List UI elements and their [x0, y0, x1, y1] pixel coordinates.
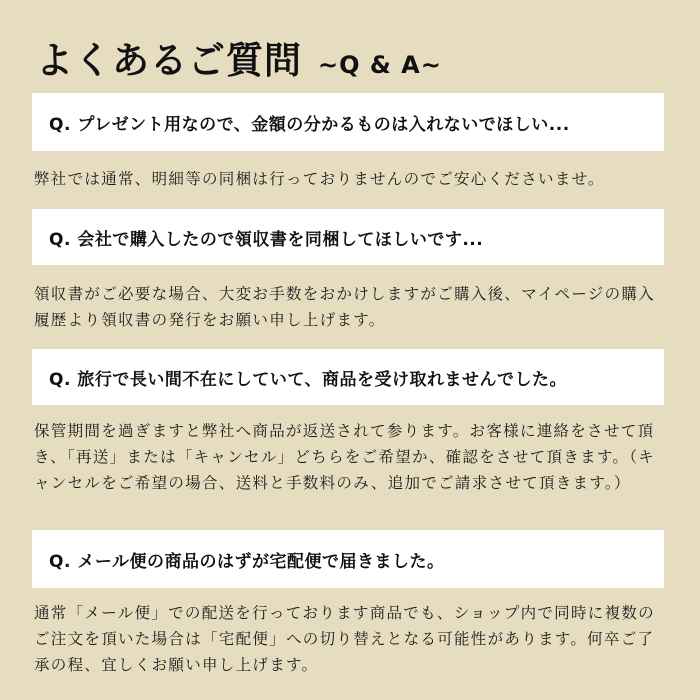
title-main: よくあるご質問 — [36, 39, 302, 82]
faq-answer-4: 通常「メール便」での配送を行っております商品でも、ショップ内で同時に複数のご注文を頂いた場合は「宅配便」への切り替えとなる可能性があります。何卒ご了承の程、宜しくお願い申し上げます。 — [34, 604, 655, 674]
faq-question-3: Q. 旅行で長い間不在にしていて、商品を受け取れませんでした。 — [49, 369, 567, 390]
faq-answer-1: 弊社では通常、明細等の同梱は行っておりませんのでご安心くださいませ。 — [34, 170, 605, 188]
title-subtitle: ~Q & A~ — [318, 51, 442, 79]
faq-question-1: Q. プレゼント用なので、金額の分かるものは入れないでほしい... — [49, 114, 570, 135]
faq-question-box-2 — [32, 209, 664, 265]
faq-answer-3: 保管期間を過ぎますと弊社へ商品が返送されて参ります。お客様に連絡をさせて頂き、「再送」または「キャンセル」どちらをご希望か、確認をさせて頂きます。（キャンセルをご希望の場合、送料と手数料のみ、追加でご請求させて頂きます。） — [34, 422, 656, 492]
faq-question-4: Q. メール便の商品のはずが宅配便で届きました。 — [49, 551, 445, 572]
faq-question-box-3 — [32, 349, 664, 405]
page-title — [36, 30, 442, 86]
faq-question-box-4 — [32, 530, 664, 588]
faq-answer-2: 領収書がご必要な場合、大変お手数をおかけしますがご購入後、マイページの購入履歴より領収書の発行をお願い申し上げます。 — [34, 285, 655, 329]
faq-question-2: Q. 会社で購入したので領収書を同梱してほしいです... — [49, 229, 484, 250]
faq-question-box-1 — [32, 93, 664, 151]
